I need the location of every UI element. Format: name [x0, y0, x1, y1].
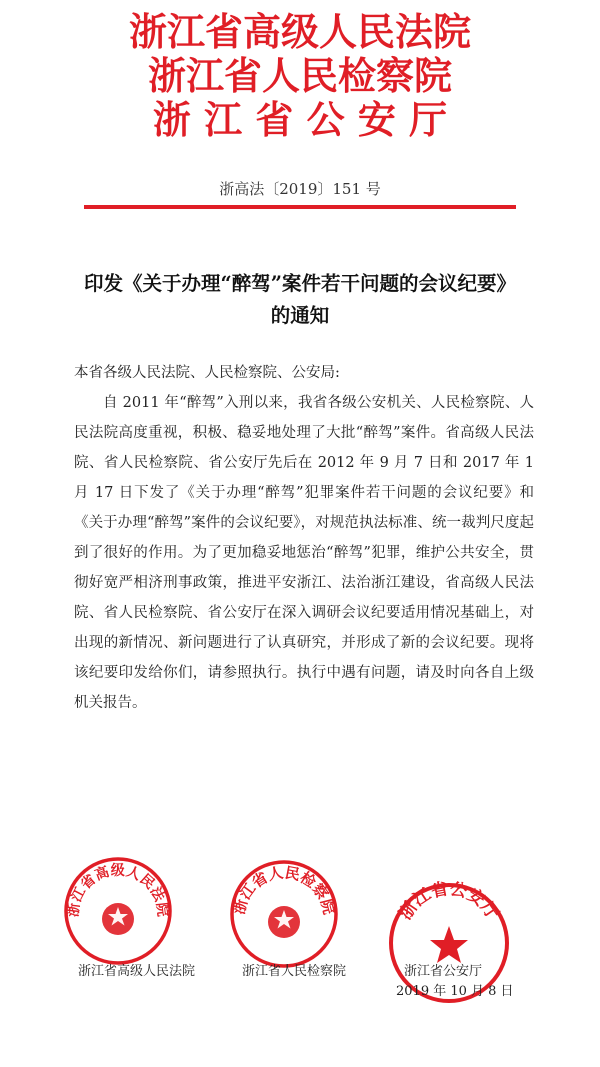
body-paragraph: 自 2011 年“醉驾”入刑以来，我省各级公安机关、人民检察院、人民法院高度重视，积极、稳妥地处理了大批“醉驾”案件。省高级人民法院、省人民检察院、省公安厅先后在 2012 年 9 月 7 日和 2017 年 1 月 17 日下发了《关于办理“醉驾”犯罪案件若干问题的会议纪要》和《关于办理“醉驾”案件的会议纪要》，对规范执法标准、统一裁判尺度起到了很好的作用。为了更加稳妥地惩治“醉驾”犯罪，维护公共安全，贯彻好宽严相济刑事政策，推进平安浙江、法治浙江建设，省高级人民法院、省人民检察院、省公安厅在深入调研会议纪要适用情况基础上，对出现的新情况、新问题进行了认真研究，并形成了新的会议纪要。现将该纪要印发给你们，请参照执行。执行中遇有问题，请及时向各自上级机关报告。 — [74, 395, 534, 711]
procuratorate-seal — [228, 858, 340, 970]
public-security-seal-text: 浙江省公安厅 — [395, 880, 503, 924]
issuer-court: 浙江省高级人民法院 — [128, 10, 471, 54]
document-number: 浙高法〔2019〕151 号 — [219, 180, 381, 198]
signature-procuratorate: 浙江省人民检察院 — [242, 964, 347, 979]
signature-court: 浙江省高级人民法院 — [78, 964, 196, 979]
court-seal-text: 浙江省高级人民法院 — [65, 863, 171, 918]
title-line-2: 的通知 — [270, 304, 330, 327]
document-title — [40, 268, 560, 332]
issuer-procuratorate: 浙江省人民检察院 — [147, 54, 452, 98]
court-seal — [62, 855, 174, 967]
procuratorate-seal-text: 浙江省人民检察院 — [229, 863, 339, 917]
title-line-1: 印发《关于办理“醉驾”案件若干问题的会议纪要》 — [84, 272, 516, 295]
red-divider — [84, 205, 516, 209]
issue-date: 2019 年 10 月 8 日 — [396, 984, 514, 999]
signature-public-security: 浙江省公安厅 — [404, 964, 483, 979]
document-header — [0, 10, 600, 142]
salutation: 本省各级人民法院、人民检察院、公安局: — [74, 365, 340, 381]
document-body — [74, 358, 534, 718]
issuer-public-security: 浙 江 省 公 安 厅 — [152, 98, 448, 142]
